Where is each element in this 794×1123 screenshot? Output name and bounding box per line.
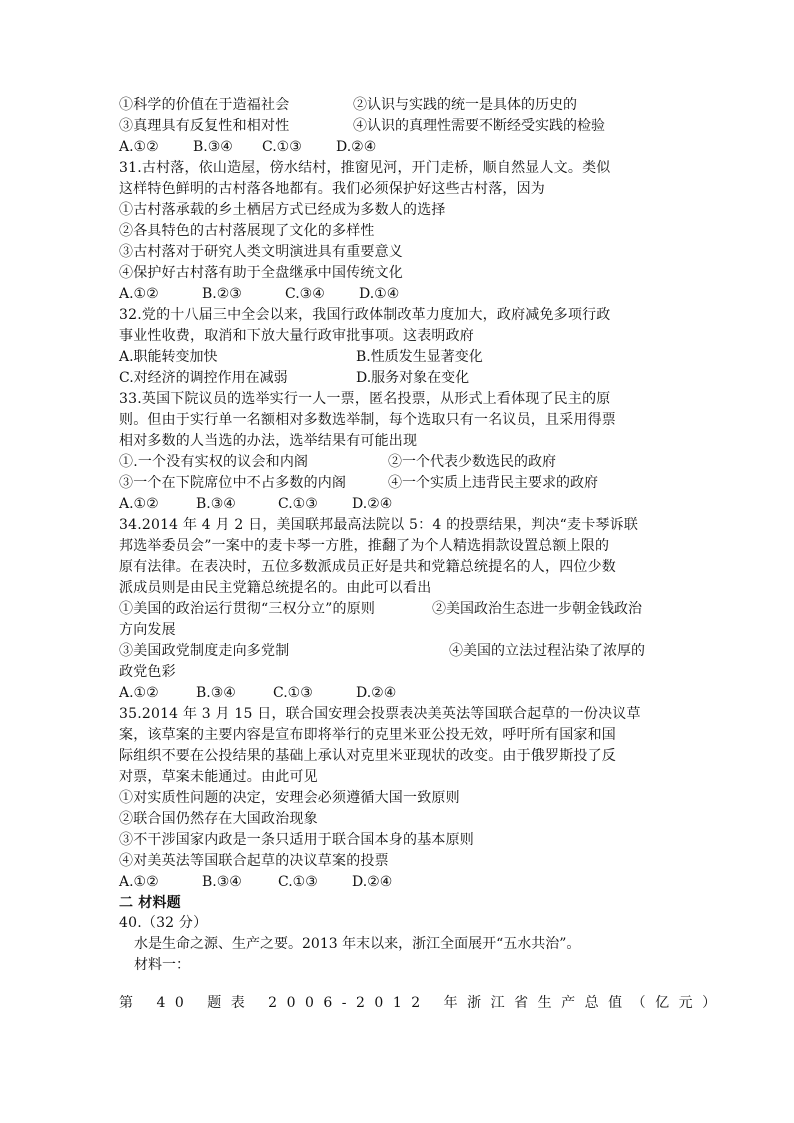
q31-stem-line-1: 31.古村落，依山造屋，傍水结村，推窗见河，开门走桥，顺自然显人文。类似 (119, 160, 611, 176)
q35-option-2: ②联合国仍然存在大国政治现象 (119, 811, 318, 827)
q32-stem-line-2: 事业性收费，取消和下放大量行政审批事项。这表明政府 (119, 328, 474, 344)
q33-option-3: ③一个在下院席位中不占多数的内阁 (119, 475, 347, 491)
q35-option-3: ③不干涉国家内政是一条只适用于联合国本身的基本原则 (119, 832, 474, 848)
q31-option-1: ①古村落承载的乡土栖居方式已经成为多数人的选择 (119, 202, 446, 218)
q34-option-4-cont: 政党色彩 (119, 664, 176, 680)
q34-stem-line-3: 原有法律。在表决时，五位多数派成员正好是共和党籍总统提名的人，四位少数 (119, 559, 616, 575)
q34-option-2-cont: 方向发展 (119, 622, 176, 638)
q30-choice-b: B.③④ (193, 139, 233, 155)
q35-stem-line-1: 35.2014 年 3 月 15 日，联合国安理会投票表决美英法等国联合起草的一份决议草 (119, 706, 641, 722)
q35-stem-line-2: 案，该草案的主要内容是宣布即将举行的克里米亚公投无效，呼吁所有国家和国 (119, 727, 616, 743)
q34-stem-line-1: 34.2014 年 4 月 2 日，美国联邦最高法院以 5：4 的投票结果，判决“麦卡琴诉联 (119, 517, 639, 533)
q33-choice-b: B.③④ (196, 496, 236, 512)
q31-option-4: ④保护好古村落有助于全盘继承中国传统文化 (119, 265, 403, 281)
q33-stem-line-1: 33.英国下院议员的选举实行一人一票，匿名投票，从形式上看体现了民主的原 (119, 391, 611, 407)
section-heading: 二 材料题 (119, 895, 181, 911)
q33-choice-a: A.①② (119, 496, 159, 512)
q35-option-1: ①对实质性问题的决定，安理会必须遵循大国一致原则 (119, 790, 460, 806)
q31-choice-b: B.②③ (202, 286, 242, 302)
q34-choice-a: A.①② (119, 685, 159, 701)
q30-option-4: ④认识的真理性需要不断经受实践的检验 (353, 118, 605, 134)
q35-option-4: ④对美英法等国联合起草的决议草案的投票 (119, 853, 389, 869)
q34-option-4: ④美国的立法过程沾染了浓厚的 (449, 643, 645, 659)
q33-option-4: ④一个实质上违背民主要求的政府 (388, 475, 598, 491)
q33-choice-d: D.②④ (352, 496, 393, 512)
q33-option-1: ①.一个没有实权的议会和内阁 (119, 454, 309, 470)
table-caption: 第 40 题表 2006-2012 年浙江省生产总值（亿元） (119, 995, 726, 1011)
q35-choice-c: C.①③ (278, 874, 318, 890)
material-label: 材料一： (134, 957, 190, 973)
q35-choice-b: B.③④ (202, 874, 242, 890)
q30-choice-a: A.①② (119, 139, 159, 155)
q31-stem-line-2: 这样特色鲜明的古村落各地都有。我们必须保护好这些古村落，因为 (119, 181, 545, 197)
q30-choice-c: C.①③ (262, 139, 302, 155)
q34-option-1: ①美国的政治运行贯彻“三权分立”的原则 (119, 601, 376, 617)
q30-option-3: ③真理具有反复性和相对性 (119, 118, 290, 134)
q31-choice-a: A.①② (119, 286, 159, 302)
q31-choice-c: C.③④ (285, 286, 325, 302)
q30-choice-d: D.②④ (336, 139, 377, 155)
q34-choice-c: C.①③ (273, 685, 313, 701)
q34-choice-b: B.③④ (196, 685, 236, 701)
q31-option-3: ③古村落对于研究人类文明演进具有重要意义 (119, 244, 403, 260)
q32-choice-c: C.对经济的调控作用在减弱 (119, 370, 288, 386)
q40-intro: 水是生命之源、生产之要。2013 年末以来，浙江全面展开“五水共治”。 (134, 936, 581, 952)
q33-stem-line-3: 相对多数的人当选的办法，选举结果有可能出现 (119, 433, 418, 449)
q33-option-2: ②一个代表少数选民的政府 (388, 454, 556, 470)
q34-stem-line-4: 派成员则是由民主党籍总统提名的。由此可以看出 (119, 580, 432, 596)
q34-choice-d: D.②④ (356, 685, 397, 701)
q33-stem-line-2: 则。但由于实行单一名额相对多数选举制，每个选取只有一名议员，且采用得票 (119, 412, 616, 428)
q35-stem-line-3: 际组织不要在公投结果的基础上承认对克里米亚现状的改变。由于俄罗斯投了反 (119, 748, 616, 764)
q34-stem-line-2: 邦选举委员会”一案中的麦卡琴一方胜，推翻了为个人精选捐款设置总额上限的 (119, 538, 610, 554)
q32-choice-d: D.服务对象在变化 (356, 370, 470, 386)
q31-choice-d: D.①④ (359, 286, 400, 302)
q32-stem-line-1: 32.党的十八届三中全会以来，我国行政体制改革力度加大，政府减免多项行政 (119, 307, 611, 323)
q35-choice-d: D.②④ (352, 874, 393, 890)
q32-choice-a: A.职能转变加快 (119, 349, 218, 365)
q35-stem-line-4: 对票，草案未能通过。由此可见 (119, 769, 318, 785)
q34-option-3: ③美国政党制度走向多党制 (119, 643, 290, 659)
q40-label: 40.（32 分） (119, 915, 208, 931)
q35-choice-a: A.①② (119, 874, 159, 890)
q33-choice-c: C.①③ (278, 496, 318, 512)
q30-option-2: ②认识与实践的统一是具体的历史的 (353, 97, 577, 113)
q34-option-2: ②美国政治生态进一步朝金钱政治 (432, 601, 642, 617)
q30-option-1: ①科学的价值在于造福社会 (119, 97, 290, 113)
q32-choice-b: B.性质发生显著变化 (356, 349, 483, 365)
q31-option-2: ②各具特色的古村落展现了文化的多样性 (119, 223, 375, 239)
